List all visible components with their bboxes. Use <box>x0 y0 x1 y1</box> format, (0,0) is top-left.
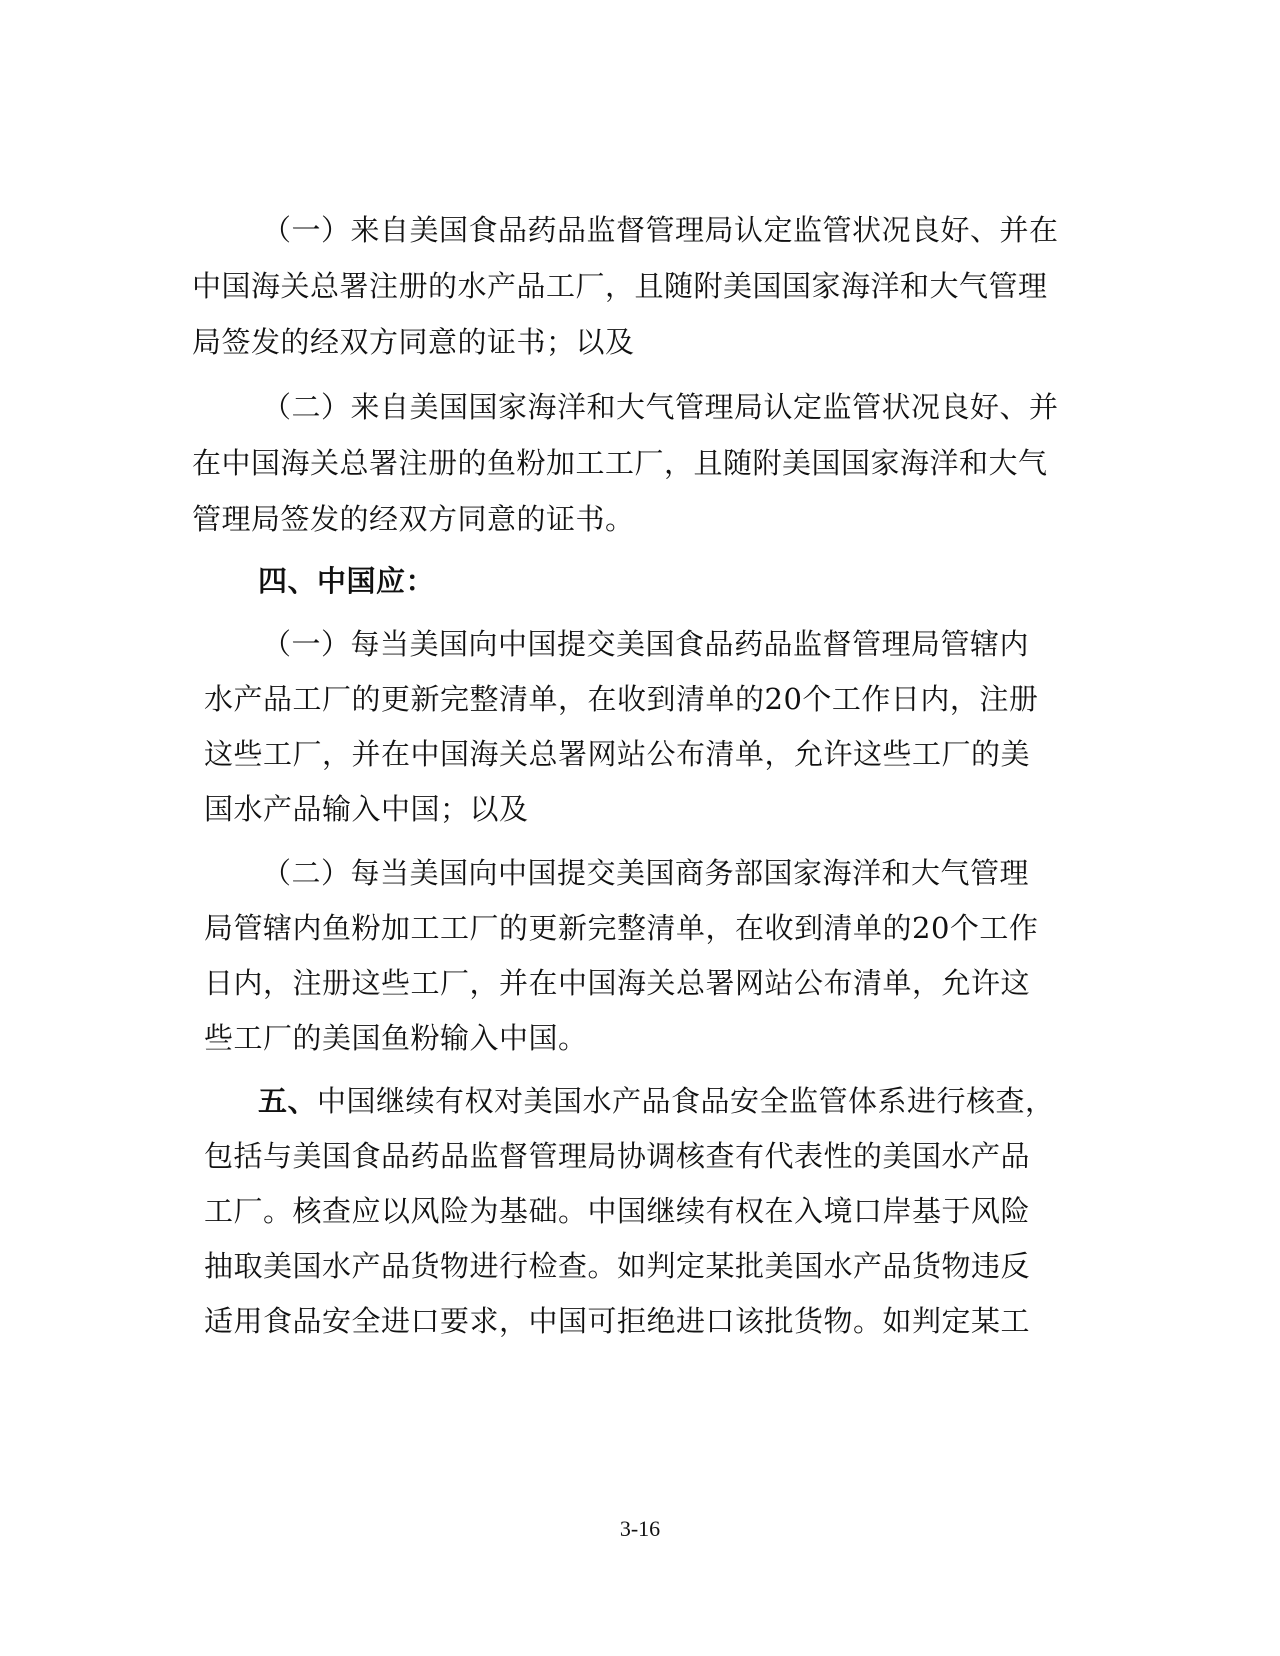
paragraph-line: （二）来自美国国家海洋和大气管理局认定监管状况良好、并 <box>262 390 1059 424</box>
paragraph-line: 局管辖内鱼粉加工工厂的更新完整清单，在收到清单的20个工作 <box>204 911 1039 945</box>
paragraph-line: 适用食品安全进口要求，中国可拒绝进口该批货物。如判定某工 <box>204 1304 1031 1338</box>
paragraph-line: 包括与美国食品药品监督管理局协调核查有代表性的美国水产品 <box>204 1139 1031 1173</box>
paragraph-line: （一）来自美国食品药品监督管理局认定监管状况良好、并在 <box>262 213 1059 247</box>
paragraph-line: 这些工厂，并在中国海关总署网站公布清单，允许这些工厂的美 <box>204 737 1031 771</box>
paragraph-line: （二）每当美国向中国提交美国商务部国家海洋和大气管理 <box>262 856 1030 890</box>
paragraph-line: 国水产品输入中国；以及 <box>204 792 529 826</box>
paragraph-line: 管理局签发的经双方同意的证书。 <box>192 502 635 536</box>
paragraph-line: 中国海关总署注册的水产品工厂，且随附美国国家海洋和大气管理 <box>192 269 1048 303</box>
paragraph-line: 水产品工厂的更新完整清单，在收到清单的20个工作日内，注册 <box>204 682 1039 716</box>
paragraph-line: 局签发的经双方同意的证书；以及 <box>192 325 635 359</box>
paragraph-line: 工厂。核查应以风险为基础。中国继续有权在入境口岸基于风险 <box>204 1194 1031 1228</box>
paragraph-line: （一）每当美国向中国提交美国食品药品监督管理局管辖内 <box>262 627 1030 661</box>
paragraph-line <box>258 1081 1055 1121</box>
paragraph-text: 中国继续有权对美国水产品食品安全监管体系进行核查， <box>317 1084 1055 1118</box>
paragraph-line: 在中国海关总署注册的鱼粉加工工厂，且随附美国国家海洋和大气 <box>192 446 1048 480</box>
paragraph-line: 抽取美国水产品货物进行检查。如判定某批美国水产品货物违反 <box>204 1249 1031 1283</box>
section-heading: 四、中国应： <box>258 564 436 598</box>
paragraph-line: 些工厂的美国鱼粉输入中国。 <box>204 1021 588 1055</box>
page-number: 3-16 <box>619 1516 661 1541</box>
section-heading: 五、 <box>258 1084 318 1118</box>
paragraph-line: 日内，注册这些工厂，并在中国海关总署网站公布清单，允许这 <box>204 966 1031 1000</box>
